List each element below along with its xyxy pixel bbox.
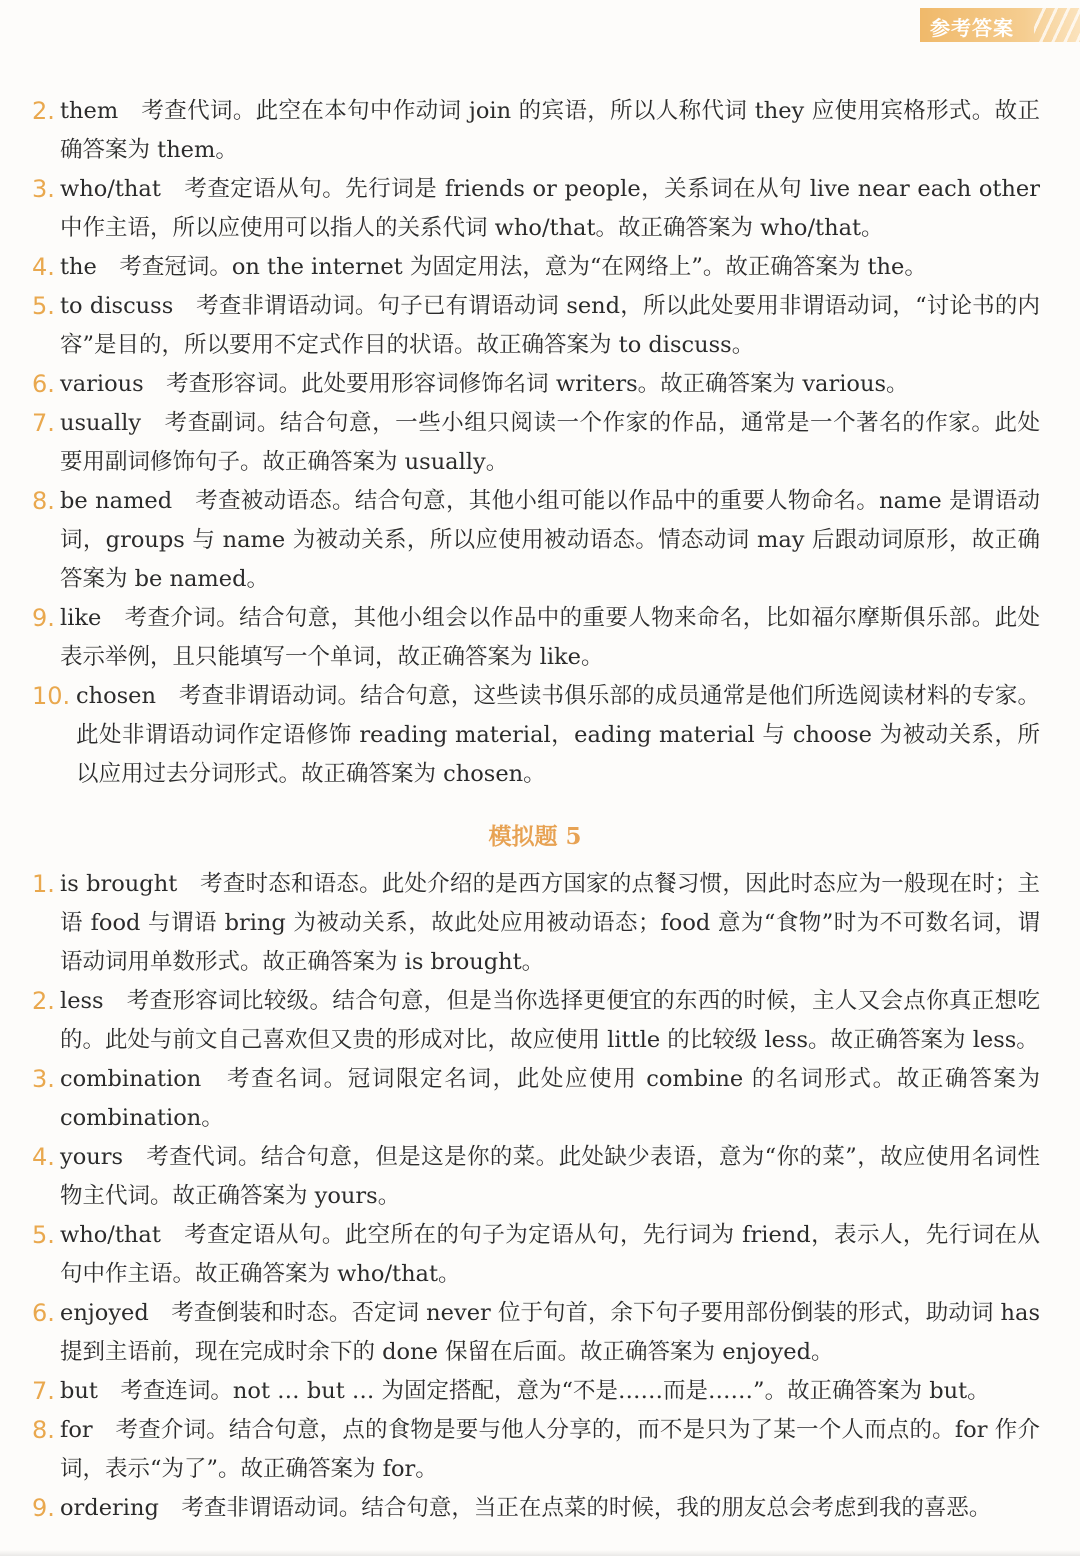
answer-item bbox=[30, 482, 1040, 599]
answer-item bbox=[30, 599, 1040, 677]
item-number: 3. bbox=[32, 175, 55, 203]
item-explanation: for 考查介词。结合句意，点的食物是要与他人分享的，而不是只为了某一个人而点的。for 作介词，表示“为了”。故正确答案为 for。 bbox=[60, 1417, 1040, 1482]
item-explanation: to discuss 考查非谓语动词。句子已有谓语动词 send，所以此处要用非谓语动词，“讨论书的内容”是目的，所以要用不定式作目的状语。故正确答案为 to discuss。 bbox=[60, 293, 1040, 358]
answer-content bbox=[30, 92, 1040, 1528]
answer-item bbox=[30, 248, 1040, 287]
answer-item bbox=[30, 1372, 1040, 1411]
answer-item bbox=[30, 365, 1040, 404]
answer-item bbox=[30, 287, 1040, 365]
item-number: 9. bbox=[32, 1494, 55, 1522]
answer-item bbox=[30, 92, 1040, 170]
section-title: 模拟题 5 bbox=[488, 823, 582, 850]
answer-item bbox=[30, 1489, 1040, 1528]
item-number: 3. bbox=[32, 1065, 55, 1093]
item-number: 7. bbox=[32, 1377, 55, 1405]
answer-key-tab bbox=[920, 8, 1080, 42]
item-number: 5. bbox=[32, 1221, 55, 1249]
item-explanation: them 考查代词。此空在本句中作动词 join 的宾语，所以人称代词 they 应使用宾格形式。故正确答案为 them。 bbox=[60, 98, 1040, 163]
item-number: 9. bbox=[32, 604, 55, 632]
item-explanation: less 考查形容词比较级。结合句意，但是当你选择更便宜的东西的时候，主人又会点你真正想吃的。此处与前文自己喜欢但又贵的形成对比，故应使用 little 的比较级 less。故正确答案为 less。 bbox=[60, 988, 1040, 1053]
item-explanation: usually 考查副词。结合句意，一些小组只阅读一个作家的作品，通常是一个著名的作家。此处要用副词修饰句子。故正确答案为 usually。 bbox=[60, 410, 1040, 475]
item-number: 10. bbox=[32, 682, 71, 710]
item-number: 6. bbox=[32, 1299, 55, 1327]
item-number: 1. bbox=[32, 870, 55, 898]
answers-section-mock-5 bbox=[30, 865, 1040, 1528]
item-explanation: enjoyed 考查倒装和时态。否定词 never 位于句首，余下句子要用部份倒装的形式，助动词 has 提到主语前，现在完成时余下的 done 保留在后面。故正确答案为 enjoyed。 bbox=[60, 1300, 1040, 1365]
item-number: 6. bbox=[32, 370, 55, 398]
item-number: 2. bbox=[32, 97, 55, 125]
item-explanation: combination 考查名词。冠词限定名词，此处应使用 combine 的名词形式。故正确答案为 combination。 bbox=[60, 1066, 1040, 1131]
answer-item bbox=[30, 1411, 1040, 1489]
answer-item bbox=[30, 170, 1040, 248]
answer-item bbox=[30, 1294, 1040, 1372]
item-number: 7. bbox=[32, 409, 55, 437]
item-number: 4. bbox=[32, 1143, 55, 1171]
answer-item bbox=[30, 677, 1040, 794]
item-explanation: who/that 考查定语从句。先行词是 friends or people，关系词在从句 live near each other 中作主语，所以应使用可以指人的关系代词 who/that。故正确答案为 who/that。 bbox=[60, 176, 1040, 241]
item-explanation: but 考查连词。not … but … 为固定搭配，意为“不是……而是……”。故正确答案为 but。 bbox=[60, 1378, 990, 1404]
item-number: 8. bbox=[32, 487, 55, 515]
item-explanation: various 考查形容词。此处要用形容词修饰名词 writers。故正确答案为 various。 bbox=[60, 371, 909, 397]
answer-item bbox=[30, 1060, 1040, 1138]
item-number: 8. bbox=[32, 1416, 55, 1444]
item-explanation: like 考查介词。结合句意，其他小组会以作品中的重要人物来命名，比如福尔摩斯俱乐部。此处表示举例，且只能填写一个单词，故正确答案为 like。 bbox=[60, 605, 1040, 670]
item-explanation: ordering 考查非谓语动词。结合句意，当正在点菜的时候，我的朋友总会考虑到我的喜恶。 bbox=[60, 1495, 992, 1521]
answer-key-label: 参考答案 bbox=[930, 16, 1014, 40]
answer-item bbox=[30, 1138, 1040, 1216]
decorative-stripes bbox=[1034, 8, 1080, 42]
item-number: 5. bbox=[32, 292, 55, 320]
answer-item bbox=[30, 865, 1040, 982]
answer-item bbox=[30, 982, 1040, 1060]
page-edge-shadow bbox=[0, 1550, 1080, 1556]
item-explanation: the 考查冠词。on the internet 为固定用法，意为“在网络上”。故正确答案为 the。 bbox=[60, 254, 927, 280]
answer-item bbox=[30, 1216, 1040, 1294]
item-explanation: chosen 考查非谓语动词。结合句意，这些读书俱乐部的成员通常是他们所选阅读材料的专家。此处非谓语动词作定语修饰 reading material，eading material 与 choose 为被动关系，所以应用过去分词形式。故正确答案为 chosen。 bbox=[76, 683, 1040, 787]
answer-item bbox=[30, 404, 1040, 482]
item-explanation: yours 考查代词。结合句意，但是这是你的菜。此处缺少表语，意为“你的菜”，故应使用名词性物主代词。故正确答案为 yours。 bbox=[60, 1144, 1040, 1209]
item-explanation: is brought 考查时态和语态。此处介绍的是西方国家的点餐习惯，因此时态应为一般现在时；主语 food 与谓语 bring 为被动关系，故此处应用被动语态；food 意为“食物”时为不可数名词，谓语动词用单数形式。故正确答案为 is brought。 bbox=[60, 871, 1040, 975]
item-explanation: be named 考查被动语态。结合句意，其他小组可能以作品中的重要人物命名。name 是谓语动词，groups 与 name 为被动关系，所以应使用被动语态。情态动词 may 后跟动词原形，故正确答案为 be named。 bbox=[60, 488, 1040, 592]
answers-section-previous bbox=[30, 92, 1040, 794]
item-number: 2. bbox=[32, 987, 55, 1015]
item-number: 4. bbox=[32, 253, 55, 281]
item-explanation: who/that 考查定语从句。此空所在的句子为定语从句，先行词为 friend，表示人，先行词在从句中作主语。故正确答案为 who/that。 bbox=[60, 1222, 1040, 1287]
